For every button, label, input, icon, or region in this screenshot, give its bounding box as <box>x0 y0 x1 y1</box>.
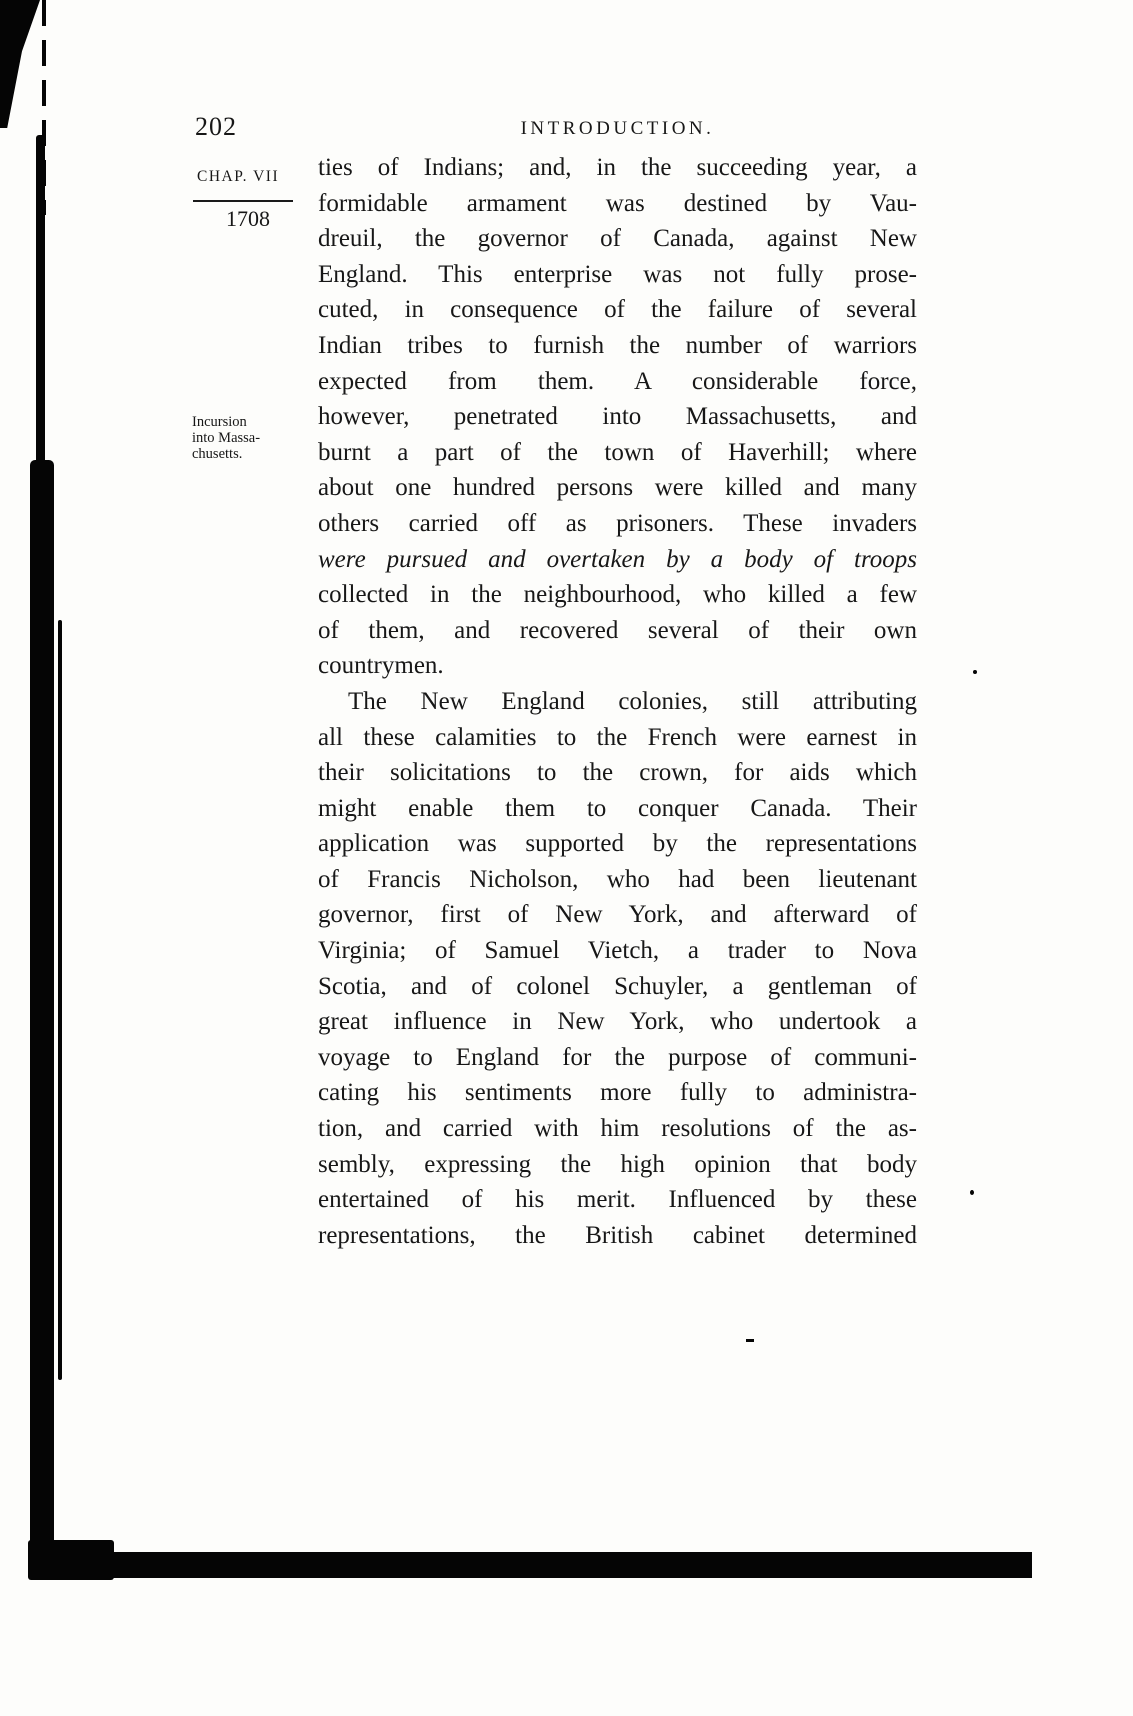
body-line: however, penetrated into Massachusetts, and <box>318 403 917 431</box>
body-line: Virginia; of Samuel Vietch, a trader to Nova <box>318 937 917 965</box>
body-line: of Francis Nicholson, who had been lieutenant <box>318 865 917 893</box>
body-line: collected in the neighbourhood, who killed a few <box>318 581 917 609</box>
body-line: burnt a part of the town of Haverhill; where <box>318 438 917 466</box>
scan-artifact-bottom-bar <box>100 1552 1032 1578</box>
body-line: great influence in New York, who undertook a <box>318 1008 917 1036</box>
body-line: Scotia, and of colonel Schuyler, a gentleman of <box>318 972 917 1000</box>
year-label: 1708 <box>226 206 270 231</box>
body-line: dreuil, the governor of Canada, against New <box>318 225 917 253</box>
body-line: expected from them. A considerable force, <box>318 367 917 395</box>
scan-artifact-binding-stripe-top <box>36 135 45 480</box>
body-line: were pursued and overtaken by a body of troops <box>318 545 917 573</box>
body-line: cuted, in consequence of the failure of several <box>318 296 917 324</box>
page-number: 202 <box>195 112 237 141</box>
scan-artifact-binding-stripe-main <box>30 460 54 1560</box>
body-line: formidable armament was destined by Vau- <box>318 189 917 217</box>
side-note <box>192 414 260 462</box>
body-line: governor, first of New York, and afterward of <box>318 901 917 929</box>
side-note-line: Incursion <box>192 414 247 430</box>
body-line: The New England colonies, still attributing <box>348 687 917 715</box>
body-line: ties of Indians; and, in the succeeding year, a <box>318 154 917 181</box>
body-line: others carried off as prisoners. These invaders <box>318 509 917 537</box>
body-line: their solicitations to the crown, for aids which <box>318 759 917 787</box>
scan-artifact-corner-blob <box>0 0 40 128</box>
running-header: INTRODUCTION. <box>520 118 715 139</box>
scan-artifact-speck <box>746 1339 754 1342</box>
body-line: tion, and carried with him resolutions of the as- <box>318 1115 917 1143</box>
body-line: cating his sentiments more fully to administra- <box>318 1079 917 1107</box>
chapter-label: CHAP. VII <box>197 168 280 185</box>
side-note-line: chusetts. <box>192 446 243 462</box>
body-line: application was supported by the representations <box>318 830 917 858</box>
body-line: might enable them to conquer Canada. Their <box>318 794 917 822</box>
body-line: about one hundred persons were killed and many <box>318 474 917 502</box>
chapter-rule <box>193 200 293 202</box>
body-line: all these calamities to the French were earnest in <box>318 723 917 751</box>
body-line: countrymen. <box>318 652 444 680</box>
body-line: entertained of his merit. Influenced by these <box>318 1186 917 1214</box>
body-line: voyage to England for the purpose of communi- <box>318 1043 917 1071</box>
body-line: of them, and recovered several of their own <box>318 616 917 644</box>
body-line: Indian tribes to furnish the number of warriors <box>318 331 917 359</box>
body-line: England. This enterprise was not fully prose- <box>318 260 917 288</box>
body-line: representations, the British cabinet determined <box>318 1221 917 1249</box>
scan-artifact-binding-stripe-thin <box>58 620 62 1380</box>
scan-artifact-speck <box>970 1190 974 1195</box>
body-text <box>318 150 917 1253</box>
side-note-line: into Massa- <box>192 430 261 446</box>
scan-artifact-speck <box>973 670 977 674</box>
body-line: sembly, expressing the high opinion that body <box>318 1150 917 1178</box>
